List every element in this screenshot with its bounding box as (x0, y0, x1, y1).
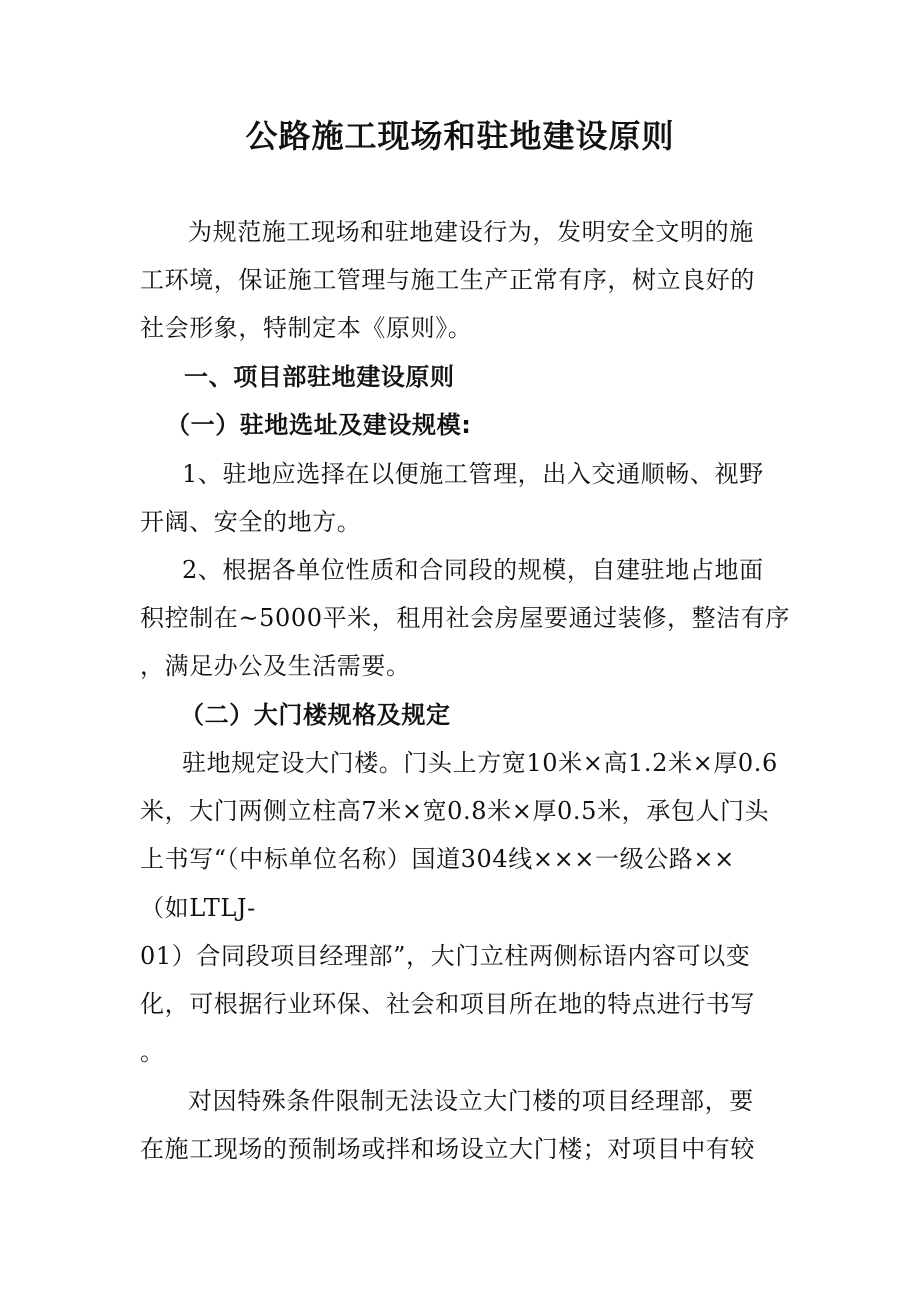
gate-line-4: （如LTLJ- (140, 894, 256, 922)
intro-line-2: 工环境，保证施工管理与施工生产正常有序，树立良好的 (140, 266, 755, 294)
intro-line-1: 为规范施工现场和驻地建设行为，发明安全文明的施 (188, 218, 754, 246)
gate-line-2: 米，大门两侧立柱高7米×宽0.8米×厚0.5米，承包人门头 (140, 797, 770, 825)
special-line-1: 对因特殊条件限制无法设立大门楼的项目经理部，要 (188, 1087, 754, 1115)
special-line-2: 在施工现场的预制场或拌和场设立大门楼；对项目中有较 (140, 1135, 755, 1163)
document-title: 公路施工现场和驻地建设原则 (245, 117, 675, 155)
item-2-line-3: ，满足办公及生活需要。 (140, 652, 411, 680)
subsection-heading-2: （二）大门楼规格及规定 (180, 701, 451, 729)
section-heading-1: 一、项目部驻地建设原则 (184, 363, 455, 391)
subsection-heading-1: （一）驻地选址及建设规模: (166, 411, 472, 439)
gate-line-7: 。 (140, 1038, 165, 1066)
item-1-line-2: 开阔、安全的地方。 (140, 508, 362, 536)
gate-line-6: 化，可根据行业环保、社会和项目所在地的特点进行书写 (140, 990, 755, 1018)
gate-line-3: 上书写“（中标单位名称）国道304线×××一级公路×× (140, 845, 735, 873)
gate-line-1: 驻地规定设大门楼。门头上方宽10米×高1.2米×厚0.6 (182, 749, 778, 777)
gate-line-5: 01）合同段项目经理部”，大门立柱两侧标语内容可以变 (140, 942, 751, 970)
item-2-line-2: 积控制在~5000平米，租用社会房屋要通过装修，整洁有序 (140, 604, 790, 632)
item-2-line-1: 2、根据各单位性质和合同段的规模，自建驻地占地面 (182, 556, 764, 584)
item-1-line-1: 1、驻地应选择在以便施工管理，出入交通顺畅、视野 (182, 460, 764, 488)
intro-line-3: 社会形象，特制定本《原则》。 (140, 314, 473, 342)
